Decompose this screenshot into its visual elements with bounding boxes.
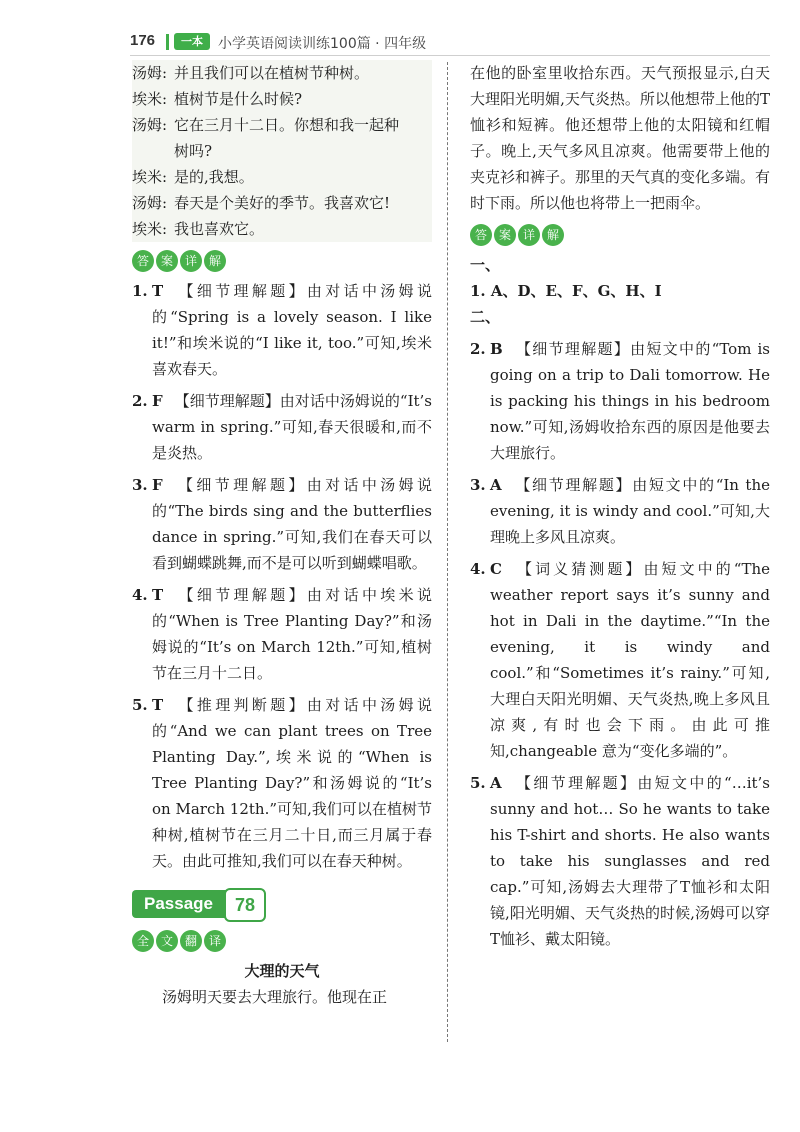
dialogue-line [132,216,432,242]
answer-text: 【推理判断题】由对话中汤姆说的“And we can plant trees on Tree Planting Day.”,埃米说的“When is Tree Planting Day?”和汤姆说的“It’s on March 12th.”可知,我们可以在植树节种树,植树节在三月二十日,而三月属于春天。由此可推知,我们可以在春天种树。 [152,696,432,870]
answer-number: 5. [132,696,148,714]
dialogue-translation [132,60,432,242]
answer-text: 【细节理解题】由对话中埃米说的“When is Tree Planting Day?”和汤姆说的“It’s on March 12th.”可知,植树节在三月十二日。 [152,586,432,682]
dialogue-speaker: 埃米: [132,168,168,186]
dialogue-text: 并且我们可以在植树节种树。 [174,64,370,82]
passage-badge [132,888,432,922]
answer-number: 1. [132,282,148,300]
dialogue-speaker: 汤姆: [132,64,168,82]
answer-letter: F [152,476,163,494]
answer-letter: C [490,560,502,578]
answer-number: 5. [470,774,486,792]
answer-item [132,692,432,874]
answer-item [132,388,432,466]
translation-start: 汤姆明天要去大理旅行。他现在正 [162,988,388,1006]
label-char: 解 [542,224,564,246]
answer-number: 3. [470,476,486,494]
answer-letter: T [152,696,164,714]
translation-title: 大理的天气 [244,962,320,980]
dialogue-text: 是的,我想。 [174,168,254,186]
answer-explanation-label [132,250,432,272]
column-divider [447,62,448,1042]
dialogue-speaker: 汤姆: [132,194,168,212]
answer-letter: T [152,586,164,604]
dialogue-line [132,190,432,216]
label-char: 案 [156,250,178,272]
dialogue-line [132,86,432,112]
page-number: 176 [130,32,156,49]
answer-number: 2. [470,340,486,358]
label-char: 案 [494,224,516,246]
left-column [132,60,432,1010]
dialogue-text: 植树节是什么时候? [174,90,303,108]
dialogue-speaker: 埃米: [132,90,168,108]
answer-number: 4. [132,586,148,604]
dialogue-line [132,164,432,190]
right-column [470,60,770,952]
answer-letter: F [152,392,163,410]
answer-text: 【词义猜测题】由短文中的“The weather report says it’s sunny and hot in Dali in the daytime.”“In the evening, it is windy and cool.”和“Sometimes it’s rainy.”可知,大理白天阳光明媚、天气炎热,晚上多风且凉爽,有时也会下雨。由此可推知,changeable 意为“变化多端的”。 [490,560,770,760]
section-heading: 二、 [470,308,501,326]
label-char: 翻 [180,930,202,952]
label-char: 解 [204,250,226,272]
dialogue-speaker: 埃米: [132,220,168,238]
header-divider [130,55,770,56]
answer-text: 【细节理解题】由对话中汤姆说的“Spring is a lovely season. I like it!”和埃米说的“I like it, too.”可知,埃米喜欢春天。 [152,282,432,378]
dialogue-speaker: 汤姆: [132,116,168,134]
answer-item [470,336,770,466]
answer-letter: B [490,340,503,358]
answer-text: 【细节理解题】由对话中汤姆说的“The birds sing and the butterflies dance in spring.”可知,我们在春天可以看到蝴蝶跳舞,而不是可以听到蝴蝶唱歌。 [152,476,432,572]
brand-logo: 一本 [174,33,210,50]
section1-answer: 1. A、D、E、F、G、H、I [470,282,662,300]
answer-letter: A [490,476,502,494]
answer-item [132,472,432,576]
answer-item [470,556,770,764]
answer-explanation-label [470,224,770,246]
dialogue-line [132,60,432,86]
label-char: 答 [132,250,154,272]
answer-text: 【细节理解题】由短文中的“Tom is going on a trip to Dali tomorrow. He is packing his things in his bedroom now.”可知,汤姆收拾东西的原因是他要去大理旅行。 [490,340,770,462]
answer-item [470,770,770,952]
answer-number: 2. [132,392,148,410]
full-translation-label [132,930,432,952]
dialogue-text: 我也喜欢它。 [174,220,265,238]
answer-text: 【细节理解题】由短文中的“In the evening, it is windy and cool.”可知,大理晚上多风且凉爽。 [490,476,770,546]
label-char: 译 [204,930,226,952]
section-heading: 一、 [470,256,501,274]
translation-continued: 在他的卧室里收拾东西。天气预报显示,白天大理阳光明媚,天气炎热。所以他想带上他的T恤衫和短裤。他还想带上他的太阳镜和红帽子。晚上,天气多风且凉爽。他需要带上他的夹克衫和裤子。那里的天气真的变化多端。有时下雨。所以他也将带上一把雨伞。 [470,64,771,212]
label-char: 答 [470,224,492,246]
passage-number: 78 [224,888,266,922]
answer-text: 【细节理解题】由对话中汤姆说的“It’s warm in spring.”可知,春天很暖和,而不是炎热。 [152,392,432,462]
answer-letter: A [490,774,502,792]
header-bar [166,34,169,50]
label-char: 全 [132,930,154,952]
answer-item [132,278,432,382]
answer-text: 【细节理解题】由短文中的“…it’s sunny and hot… So he wants to take his T-shirt and shorts. He also wants to take his sunglasses and red cap.”可知,汤姆去大理带了T恤衫和太阳镜,阳光明媚、天气炎热的时候,汤姆可以穿T恤衫、戴太阳镜。 [490,774,770,948]
label-char: 详 [180,250,202,272]
dialogue-text-cont: 树吗? [174,142,213,160]
label-char: 详 [518,224,540,246]
answer-item [132,582,432,686]
answer-item [470,472,770,550]
answer-letter: T [152,282,164,300]
passage-word: Passage [132,890,231,918]
answer-number: 3. [132,476,148,494]
book-title: 小学英语阅读训练100篇 · 四年级 [218,36,427,52]
dialogue-line [132,112,432,164]
page-header [130,28,770,56]
dialogue-text: 它在三月十二日。你想和我一起种 [174,116,400,134]
answer-number: 4. [470,560,486,578]
label-char: 文 [156,930,178,952]
dialogue-text: 春天是个美好的季节。我喜欢它! [174,194,391,212]
